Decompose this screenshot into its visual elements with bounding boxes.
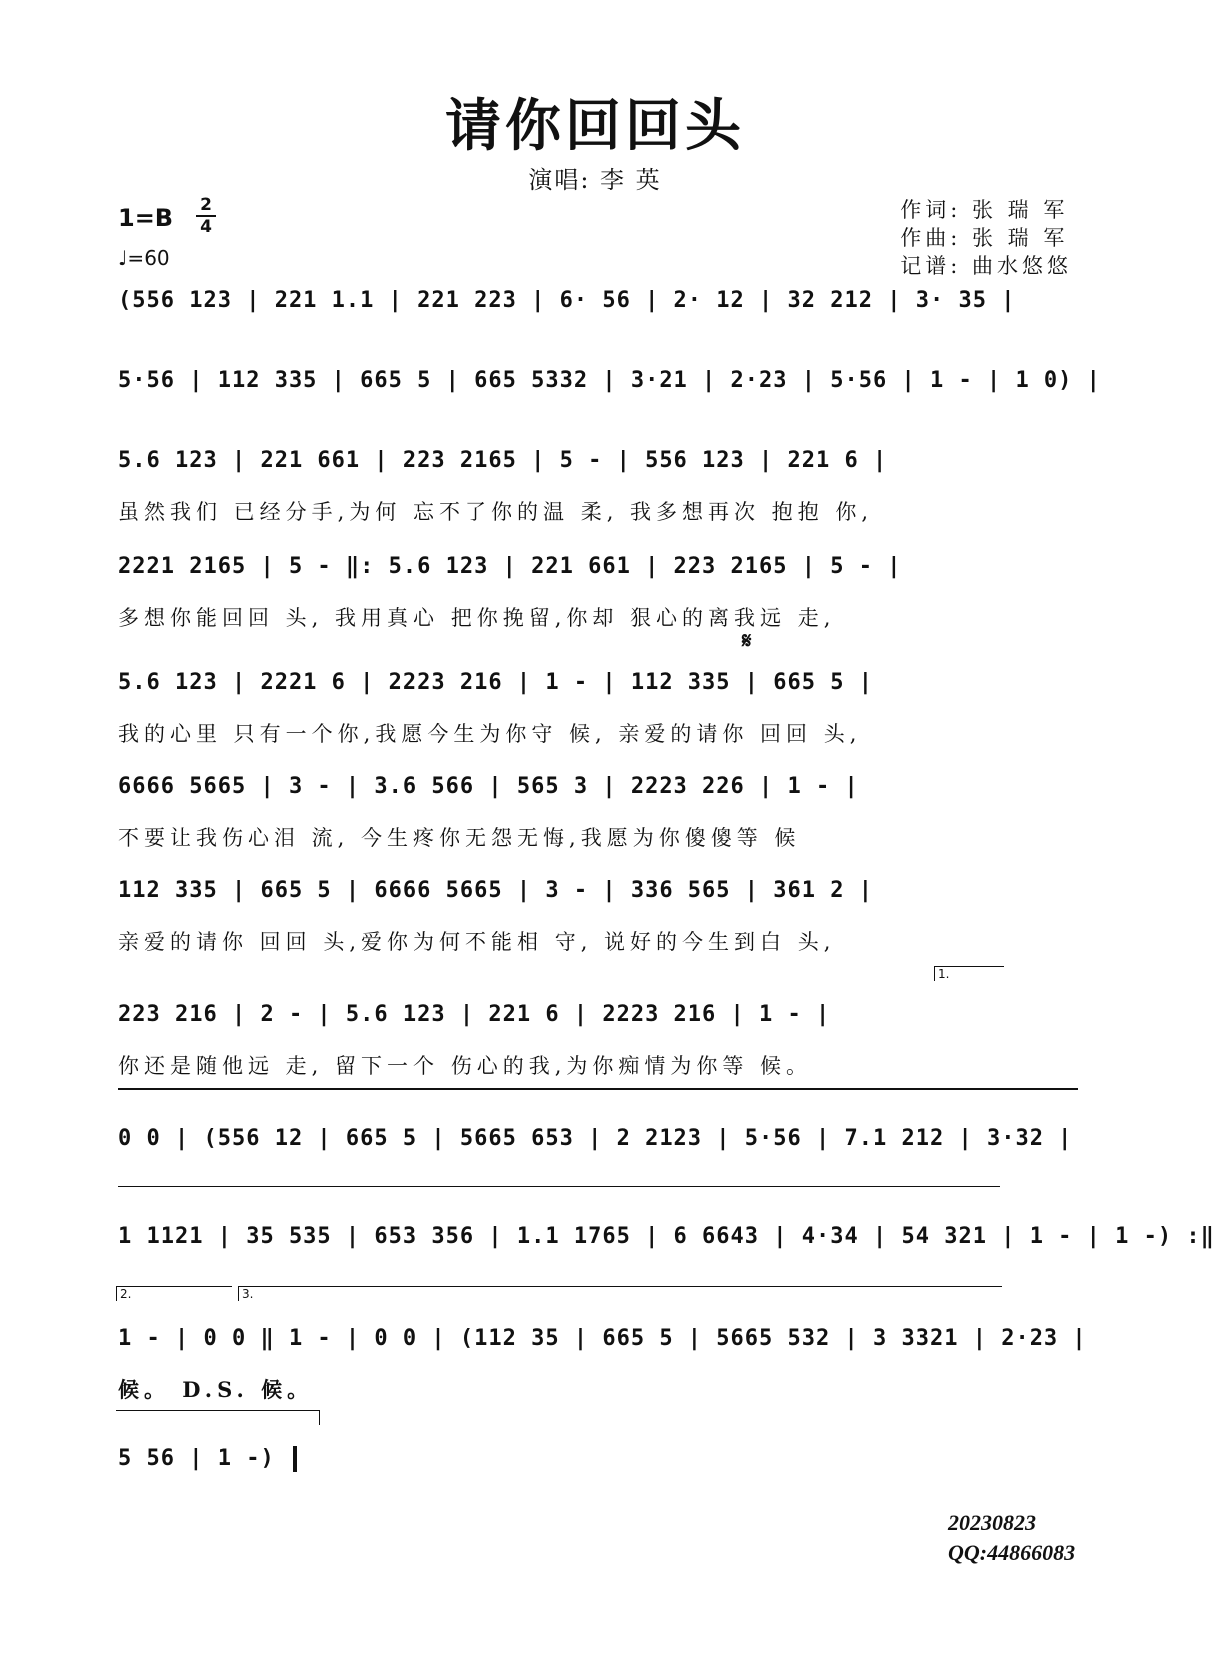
lyric-line: 我的心里 只有一个你,我愿今生为你守 候, 亲爱的请你 回回 头, xyxy=(118,722,862,746)
notation-line: (556 123 | 221 1.1 | 221 223 | 6· 56 | 2· 12 | 32 212 | 3· 35 | xyxy=(118,288,1016,313)
lyric-line: 不要让我伤心泪 流, 今生疼你无怨无悔,我愿为你傻傻等 候 xyxy=(118,826,801,850)
footer-stamp xyxy=(948,1508,1075,1568)
score-system xyxy=(118,876,1076,956)
notation-line: 5.6 123 | 2221 6 | 2223 216 | 1 - | 112 335 | 665 5 | xyxy=(118,670,873,695)
score-system xyxy=(118,446,1076,526)
score-system xyxy=(118,1444,1076,1474)
notation-line: 5·56 | 112 335 | 665 5 | 665 5332 | 3·21 | 2·23 | 5·56 | 1 - | 1 0) | xyxy=(118,368,1101,393)
score-system xyxy=(118,1000,1076,1080)
key-signature: 1=B xyxy=(118,204,174,232)
segno-sign: 𝄋 xyxy=(742,628,752,654)
notation-line: 223 216 | 2 - | 5.6 123 | 221 6 | 2223 216 | 1 - | xyxy=(118,1002,831,1027)
notation-final-text: 5 56 | 1 -) xyxy=(118,1446,289,1471)
lyric-line: 虽然我们 已经分手,为何 忘不了你的温 柔, 我多想再次 抱抱 你, xyxy=(118,500,874,524)
score-system xyxy=(118,772,1076,852)
footer-date: 20230823 xyxy=(948,1510,1036,1535)
lyric-line: 候。 D.S. 候。 xyxy=(118,1377,314,1402)
score-system xyxy=(118,668,1076,748)
ending-bracket xyxy=(116,1410,320,1425)
notation-line: 2221 2165 | 5 - ‖: 5.6 123 | 221 661 | 223 2165 | 5 - | xyxy=(118,554,902,579)
score-system xyxy=(118,366,1101,396)
time-signature xyxy=(196,196,216,236)
notation-line: 112 335 | 665 5 | 6666 5665 | 3 - | 336 565 | 361 2 | xyxy=(118,878,873,903)
score-system xyxy=(118,1124,1076,1154)
time-signature-top: 2 xyxy=(200,195,212,215)
tempo-marking: ♩=60 xyxy=(118,246,170,270)
score-system xyxy=(118,1222,1215,1252)
time-signature-bottom: 4 xyxy=(200,217,212,237)
notation-line: 5.6 123 | 221 661 | 223 2165 | 5 - | 556 123 | 221 6 | xyxy=(118,448,888,473)
notation-line: 1 - | 0 0 ‖ 1 - | 0 0 | (112 35 | 665 5 | 5665 532 | 3 3321 | 2·23 | xyxy=(118,1326,1087,1351)
notation-line xyxy=(118,1444,1076,1474)
transcriber-credit: 记谱: 曲水悠悠 xyxy=(900,254,1072,278)
singer-credit: 演唱: 李 英 xyxy=(528,166,662,194)
score-system xyxy=(118,552,1076,632)
notation-line: 0 0 | (556 12 | 665 5 | 5665 653 | 2 2123 | 5·56 | 7.1 212 | 3·32 | xyxy=(118,1126,1073,1151)
score-system xyxy=(118,286,1076,316)
credits-block xyxy=(900,196,1072,280)
volta-bracket-1: 1. xyxy=(934,966,1004,981)
phrase-line xyxy=(118,1186,1000,1187)
footer-qq: QQ:44866083 xyxy=(948,1540,1076,1565)
lyricist-credit: 作词: 张 瑞 军 xyxy=(900,198,1069,222)
final-barline xyxy=(293,1446,297,1472)
notation-line: 1 1121 | 35 535 | 653 356 | 1.1 1765 | 6 6643 | 4·34 | 54 321 | 1 - | 1 -) :‖ xyxy=(118,1224,1215,1249)
volta-bracket-3: 3. xyxy=(238,1286,1002,1301)
lyric-line: 你还是随他远 走, 留下一个 伤心的我,为你痴情为你等 候。 xyxy=(118,1054,813,1078)
volta-bracket-2: 2. xyxy=(116,1286,232,1301)
section-divider xyxy=(118,1088,1078,1090)
lyric-line: 亲爱的请你 回回 头,爱你为何不能相 守, 说好的今生到白 头, xyxy=(118,930,836,954)
lyric-line: 多想你能回回 头, 我用真心 把你挽留,你却 狠心的离我远 走, xyxy=(118,606,836,630)
notation-line: 6666 5665 | 3 - | 3.6 566 | 565 3 | 2223 226 | 1 - | xyxy=(118,774,859,799)
composer-credit: 作曲: 张 瑞 军 xyxy=(900,226,1069,250)
score-system xyxy=(118,1324,1087,1404)
song-title: 请你回回头 xyxy=(445,93,745,159)
